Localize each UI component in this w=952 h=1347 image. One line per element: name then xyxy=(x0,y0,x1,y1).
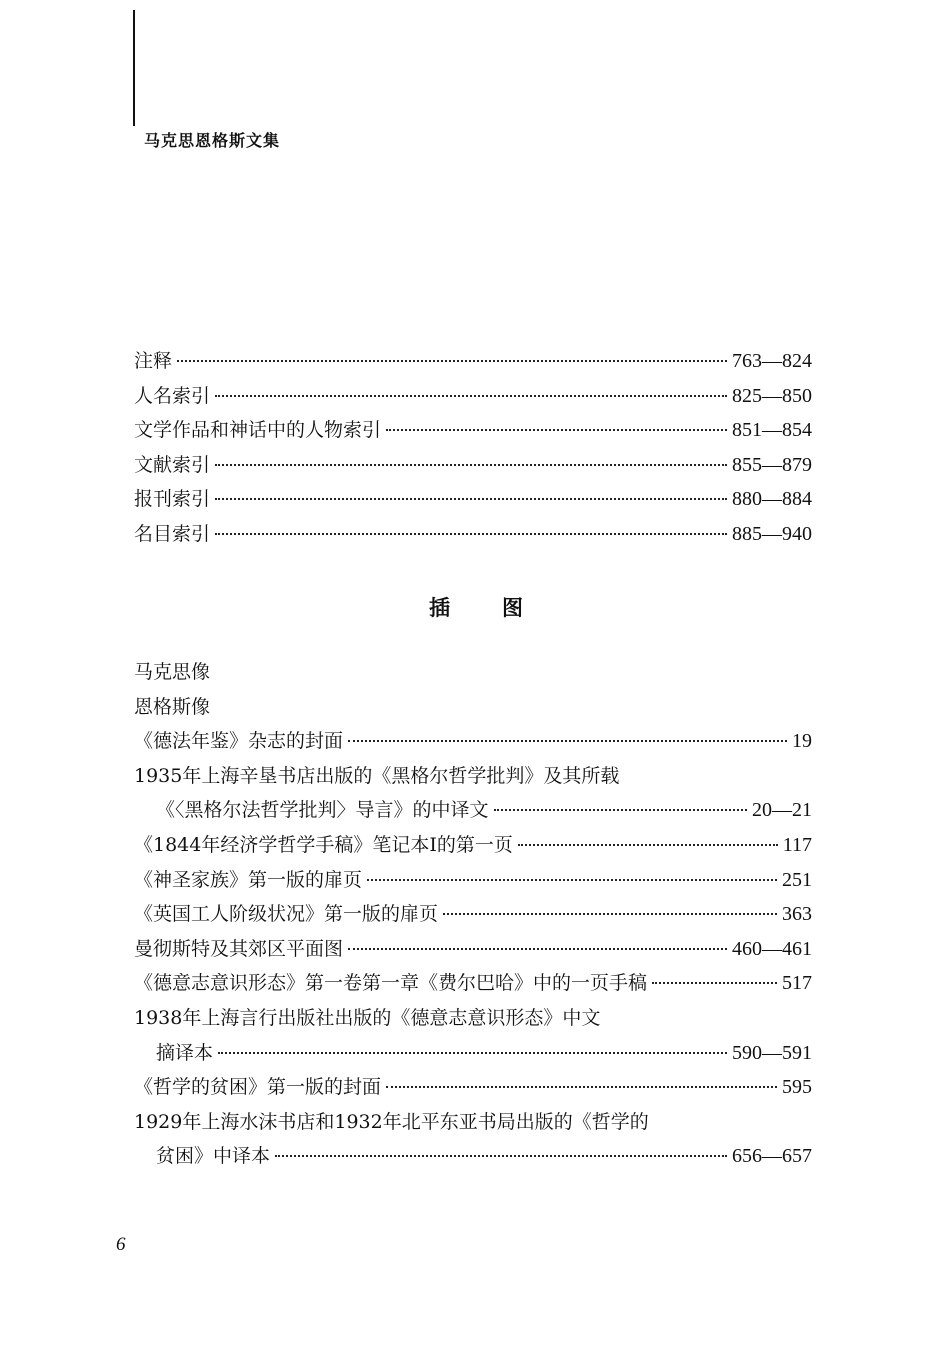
dot-leader xyxy=(215,498,727,500)
toc-entry-label: 注释 xyxy=(134,350,173,372)
illustration-entry[interactable] xyxy=(134,968,812,1003)
illustration-label: 1938年上海言行出版社出版的《德意志意识形态》中文 xyxy=(134,1006,601,1029)
illustration-pages: 19 xyxy=(792,730,812,753)
dot-leader xyxy=(177,360,727,362)
toc-entry-pages: 851—854 xyxy=(732,419,812,442)
illustration-entry[interactable] xyxy=(134,865,812,900)
dot-leader xyxy=(443,913,777,915)
toc-entry-name-index[interactable] xyxy=(134,381,812,416)
dot-leader xyxy=(652,982,777,984)
illustration-pages: 117 xyxy=(782,833,812,856)
toc-entry-character-index[interactable] xyxy=(134,415,812,450)
dot-leader xyxy=(494,809,747,811)
illustration-entry[interactable] xyxy=(134,692,812,727)
illustration-entry[interactable] xyxy=(134,1003,812,1038)
dot-leader xyxy=(386,429,727,431)
illustration-entry[interactable] xyxy=(134,899,812,934)
toc-entry-label: 人名索引 xyxy=(134,384,211,407)
dot-leader xyxy=(348,740,787,742)
illustration-entry[interactable] xyxy=(134,657,812,692)
back-matter-toc xyxy=(134,346,812,554)
illustration-label: 《哲学的贫困》第一版的封面 xyxy=(134,1076,382,1099)
illustrations-list xyxy=(134,657,812,1176)
illustrations-heading: 插图 xyxy=(429,595,575,620)
illustration-label: 曼彻斯特及其郊区平面图 xyxy=(134,937,344,960)
illustration-entry[interactable] xyxy=(134,1072,812,1107)
dot-leader xyxy=(218,1052,727,1054)
dot-leader xyxy=(215,464,727,466)
illustration-label: 恩格斯像 xyxy=(134,695,211,718)
illustration-pages: 460—461 xyxy=(732,937,812,960)
dot-leader xyxy=(215,533,727,535)
toc-entry-notes[interactable] xyxy=(134,346,812,381)
toc-entry-pages: 855—879 xyxy=(732,453,812,476)
page-number: 6 xyxy=(116,1234,126,1255)
dot-leader xyxy=(215,395,727,397)
running-title: 马克思恩格斯文集 xyxy=(144,131,281,150)
header-vertical-rule xyxy=(133,10,135,126)
illustration-label: 贫困》中译本 xyxy=(156,1145,271,1168)
illustration-entry[interactable] xyxy=(134,726,812,761)
illustration-label: 《〈黑格尔法哲学批判〉导言》的中译文 xyxy=(156,799,489,822)
illustration-pages: 251 xyxy=(782,868,812,891)
dot-leader xyxy=(518,844,778,846)
illustration-entry[interactable] xyxy=(134,761,812,796)
illustration-pages: 20—21 xyxy=(752,799,812,822)
illustration-label: 《1844年经济学哲学手稿》笔记本Ⅰ的第一页 xyxy=(134,833,513,856)
toc-entry-pages: 825—850 xyxy=(732,384,812,407)
toc-entry-pages: 763—824 xyxy=(732,350,812,372)
illustration-label: 《德意志意识形态》第一卷第一章《费尔巴哈》中的一页手稿 xyxy=(134,972,648,995)
toc-entry-periodicals-index[interactable] xyxy=(134,484,812,519)
illustration-label: 《德法年鉴》杂志的封面 xyxy=(134,730,344,753)
dot-leader xyxy=(275,1155,727,1157)
illustration-pages: 517 xyxy=(782,972,812,995)
dot-leader xyxy=(348,948,727,950)
illustration-entry[interactable] xyxy=(134,830,812,865)
illustration-entry-continuation[interactable] xyxy=(134,1038,812,1073)
toc-entry-subject-index[interactable] xyxy=(134,519,812,554)
illustration-pages: 656—657 xyxy=(732,1145,812,1168)
dot-leader xyxy=(367,879,777,881)
toc-entry-pages: 885—940 xyxy=(732,522,812,545)
toc-entry-literature-index[interactable] xyxy=(134,450,812,485)
illustration-label: 1935年上海辛垦书店出版的《黑格尔哲学批判》及其所载 xyxy=(134,764,620,787)
illustration-pages: 363 xyxy=(782,903,812,926)
illustration-entry[interactable] xyxy=(134,934,812,969)
illustration-label: 《神圣家族》第一版的扉页 xyxy=(134,868,363,891)
illustration-label: 1929年上海水沫书店和1932年北平东亚书局出版的《哲学的 xyxy=(134,1110,649,1133)
illustration-label: 《英国工人阶级状况》第一版的扉页 xyxy=(134,903,439,926)
illustration-entry-continuation[interactable] xyxy=(134,1141,812,1176)
toc-entry-label: 名目索引 xyxy=(134,522,211,545)
illustration-entry-continuation[interactable] xyxy=(134,795,812,830)
illustration-entry[interactable] xyxy=(134,1107,812,1142)
illustration-pages: 595 xyxy=(782,1076,812,1099)
illustration-label: 摘译本 xyxy=(156,1041,214,1064)
illustration-label: 马克思像 xyxy=(134,661,211,683)
dot-leader xyxy=(386,1086,777,1088)
toc-entry-pages: 880—884 xyxy=(732,488,812,511)
toc-entry-label: 报刊索引 xyxy=(134,488,211,511)
illustration-pages: 590—591 xyxy=(732,1041,812,1064)
toc-entry-label: 文献索引 xyxy=(134,453,211,476)
toc-entry-label: 文学作品和神话中的人物索引 xyxy=(134,419,382,442)
